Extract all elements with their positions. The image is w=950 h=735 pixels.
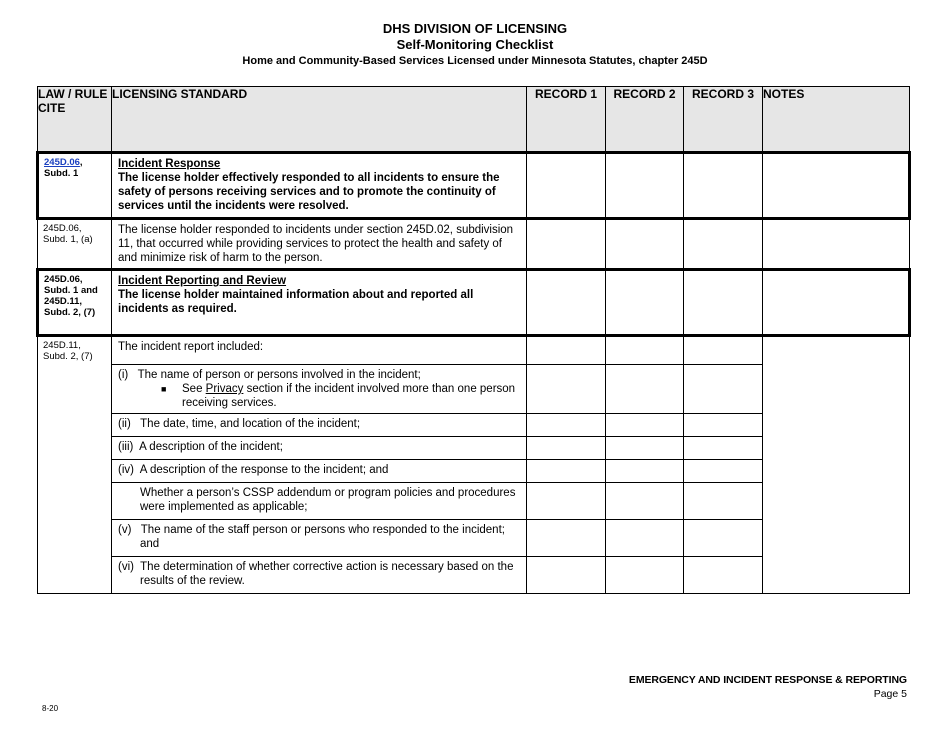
form-code: 8-20 <box>42 704 59 713</box>
privacy-link[interactable]: Privacy <box>205 383 244 395</box>
notes-cell[interactable] <box>763 270 910 336</box>
record3-cell[interactable] <box>684 414 763 437</box>
item-iv: (iv) A description of the response to the incident; and <box>112 460 527 483</box>
standard-cell <box>112 153 527 219</box>
standard-cell: The license holder responded to incidents under section 245D.02, subdivision 11, that occurred while providing services to protect the health and safety of and minimize risk of harm to the person. <box>112 219 527 270</box>
cite-cell <box>38 153 112 219</box>
notes-cell[interactable] <box>763 219 910 270</box>
record2-cell[interactable] <box>606 414 684 437</box>
record1-cell[interactable] <box>527 437 606 460</box>
cite-link[interactable]: 245D.06 <box>44 157 80 168</box>
record2-cell[interactable] <box>606 219 684 270</box>
standard-cell <box>112 365 527 414</box>
table-row <box>38 153 910 219</box>
standard-cell <box>112 557 527 594</box>
standard-title: Incident Reporting and Review <box>118 275 287 287</box>
record3-cell[interactable] <box>684 557 763 594</box>
standard-cell: The incident report included: <box>112 336 527 365</box>
record3-cell[interactable] <box>684 219 763 270</box>
cite-cell: 245D.06, Subd. 1, (a) <box>38 219 112 270</box>
record3-cell[interactable] <box>684 437 763 460</box>
col-header-cite: LAW / RULE CITE <box>38 87 112 153</box>
record2-cell[interactable] <box>606 557 684 594</box>
record1-cell[interactable] <box>527 483 606 520</box>
item-v: (v) The name of the staff person or persons who responded to the incident; and <box>118 524 509 550</box>
item-iv-b: Whether a person’s CSSP addendum or program policies and procedures were implemented as applicable; <box>140 487 516 513</box>
item-vi: (vi) The determination of whether corrective action is necessary based on the results of the review. <box>118 561 517 587</box>
standard-text: The license holder effectively responded to all incidents to ensure the safety of persons receiving services and to promote the continuity of services until the incidents were resolved. <box>118 172 500 212</box>
standard-cell <box>112 520 527 557</box>
record2-cell[interactable] <box>606 336 684 365</box>
record2-cell[interactable] <box>606 483 684 520</box>
item-iii: (iii) A description of the incident; <box>112 437 527 460</box>
document-title: DHS DIVISION OF LICENSING <box>382 21 568 36</box>
item-ii: (ii) The date, time, and location of the incident; <box>112 414 527 437</box>
record1-cell[interactable] <box>527 219 606 270</box>
record3-cell[interactable] <box>684 520 763 557</box>
record3-cell[interactable] <box>684 270 763 336</box>
document-subtitle: Self-Monitoring Checklist <box>396 37 554 52</box>
footer-section-title: EMERGENCY AND INCIDENT RESPONSE & REPORTING <box>628 674 907 686</box>
cite-cell: 245D.11, Subd. 2, (7) <box>38 336 112 594</box>
bullet-item <box>118 382 520 410</box>
record2-cell[interactable] <box>606 270 684 336</box>
col-header-notes: NOTES <box>763 87 910 153</box>
col-header-record2: RECORD 2 <box>606 87 684 153</box>
cite-text: , Subd. 1 <box>44 157 83 179</box>
standard-text: The license holder maintained information about and reported all incidents as required. <box>118 289 474 315</box>
record1-cell[interactable] <box>527 270 606 336</box>
col-header-record1: RECORD 1 <box>527 87 606 153</box>
record2-cell[interactable] <box>606 437 684 460</box>
table-row <box>38 219 910 270</box>
checklist-table <box>36 86 911 594</box>
record3-cell[interactable] <box>684 483 763 520</box>
standard-cell <box>112 483 527 520</box>
record1-cell[interactable] <box>527 557 606 594</box>
record2-cell[interactable] <box>606 365 684 414</box>
record3-cell[interactable] <box>684 153 763 219</box>
standard-cell <box>112 270 527 336</box>
record1-cell[interactable] <box>527 460 606 483</box>
record2-cell[interactable] <box>606 520 684 557</box>
col-header-record3: RECORD 3 <box>684 87 763 153</box>
bullet-square-icon: ■ <box>161 384 167 394</box>
cite-cell: 245D.06, Subd. 1 and 245D.11, Subd. 2, (7) <box>38 270 112 336</box>
page-number: Page 5 <box>873 688 907 700</box>
record3-cell[interactable] <box>684 365 763 414</box>
notes-cell[interactable] <box>763 336 910 594</box>
table-header-row <box>38 87 910 153</box>
record2-cell[interactable] <box>606 153 684 219</box>
record1-cell[interactable] <box>527 365 606 414</box>
bullet-text: See Privacy section if the incident involved more than one person receiving services. <box>182 383 516 409</box>
record1-cell[interactable] <box>527 153 606 219</box>
record1-cell[interactable] <box>527 336 606 365</box>
record3-cell[interactable] <box>684 336 763 365</box>
record1-cell[interactable] <box>527 414 606 437</box>
record2-cell[interactable] <box>606 460 684 483</box>
record3-cell[interactable] <box>684 460 763 483</box>
record1-cell[interactable] <box>527 520 606 557</box>
table-row <box>38 336 910 365</box>
table-row <box>38 270 910 336</box>
document-scope: Home and Community-Based Services Licensed under Minnesota Statutes, chapter 245D <box>242 55 708 67</box>
col-header-standard: LICENSING STANDARD <box>112 87 527 153</box>
standard-title: Incident Response <box>118 158 221 170</box>
notes-cell[interactable] <box>763 153 910 219</box>
item-i: (i) The name of person or persons involved in the incident; <box>118 369 421 381</box>
